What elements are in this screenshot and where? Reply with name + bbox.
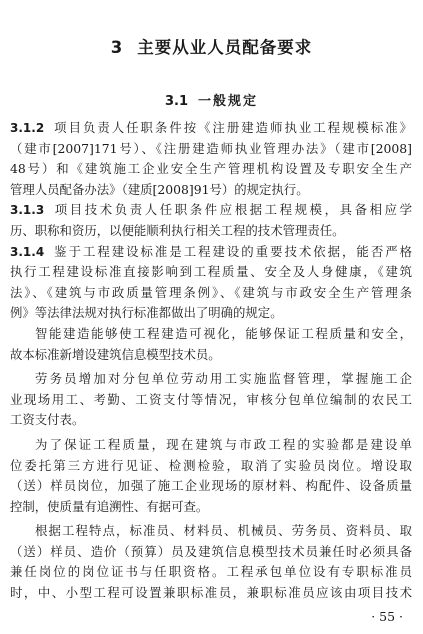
text-line: 业现场用工、考勤、工资支付等情况，审核分包单位编制的农民工	[10, 391, 412, 407]
clause-text: 项目技术负责人任职条件应根据工程规模，具备相应学	[52, 202, 412, 218]
clause-number: 3.1.3	[10, 203, 45, 218]
clause-text: 鉴于工程建设标准是工程建设的重要技术依据，能否严格	[52, 243, 412, 259]
text-line: 位委托第三方进行见证、检测检验，取消了实验员岗位。增设取	[10, 457, 412, 473]
text-line: 执行工程建设标准直接影响到工程质量、安全及人身健康，《建筑	[10, 264, 412, 280]
text-line: 兼任岗位的岗位证书与任职资格。工程承包单位设有专职标准员	[10, 564, 412, 580]
clause-number: 3.1.4	[10, 244, 45, 259]
text-line: 例》等法律法规对执行标准都做出了明确的规定。	[10, 305, 283, 321]
text-line: （送）样员岗位，加强了施工企业现场的原材料、构配件、设备质量	[10, 478, 412, 494]
paragraph-smart-construction	[10, 324, 412, 365]
text-line: 法》、《建筑与市政质量管理条例》、《建筑与市政安全生产管理条	[10, 284, 412, 300]
clause-text: 项目负责人任职条件按《注册建造师执业工程规模标准》	[52, 120, 412, 135]
text-line: 48号）和《建筑施工企业安全生产管理机构设置及专职安全生产	[10, 161, 412, 177]
text-line: 工资支付表。	[10, 412, 85, 428]
clause-3-1-4	[10, 242, 412, 324]
page-number: · 55 ·	[371, 609, 403, 624]
text-line: 为了保证工程质量，现在建筑与市政工程的实验都是建设单	[35, 436, 412, 452]
section-title	[0, 90, 423, 109]
text-line: 管理人员配备办法》（建质[2008]91号）的规定执行。	[10, 181, 309, 197]
text-line	[10, 200, 412, 221]
text-line: 劳务员增加对分包单位劳动用工实施监督管理，掌握施工企	[35, 371, 412, 387]
text-line: （送）样员、造价（预算）员及建筑信息模型技术员兼任时必须具备	[10, 543, 412, 559]
clause-3-1-3	[10, 200, 412, 241]
text-line: 控制，使质量有追溯性、有据可查。	[10, 498, 209, 514]
section-number: 3.1	[164, 94, 188, 109]
paragraph-sampling-officer	[10, 435, 412, 517]
body-text	[10, 118, 412, 604]
chapter-number: 3	[110, 38, 124, 57]
section-title-text: 一般规定	[198, 94, 259, 109]
clause-3-1-2	[10, 118, 412, 200]
paragraph-concurrent-posts	[10, 521, 412, 603]
text-line: 智能建造能够使工程建造可视化，能够保证工程质量和安全，	[35, 325, 412, 341]
text-line: 故本标准新增设建筑信息模型技术员。	[10, 346, 221, 362]
text-line: 根据工程特点，标准员、材料员、机械员、劳务员、资料员、取	[35, 523, 412, 539]
text-line: （建市[2007]171号）、《注册建造师执业管理办法》（建市[2008]	[10, 140, 412, 156]
clause-number: 3.1.2	[10, 121, 45, 135]
paragraph-labor-officer	[10, 369, 412, 431]
text-line: 历、职称和资历，以便能顺利执行相关工程的技术管理责任。	[10, 222, 345, 238]
text-line: 时，中、小型工程可设置兼职标准员，兼职标准员应该由项目技术	[10, 585, 412, 601]
text-line	[10, 118, 412, 139]
chapter-title	[0, 34, 423, 58]
text-line	[10, 242, 412, 263]
chapter-title-text: 主要从业人员配备要求	[137, 38, 313, 57]
